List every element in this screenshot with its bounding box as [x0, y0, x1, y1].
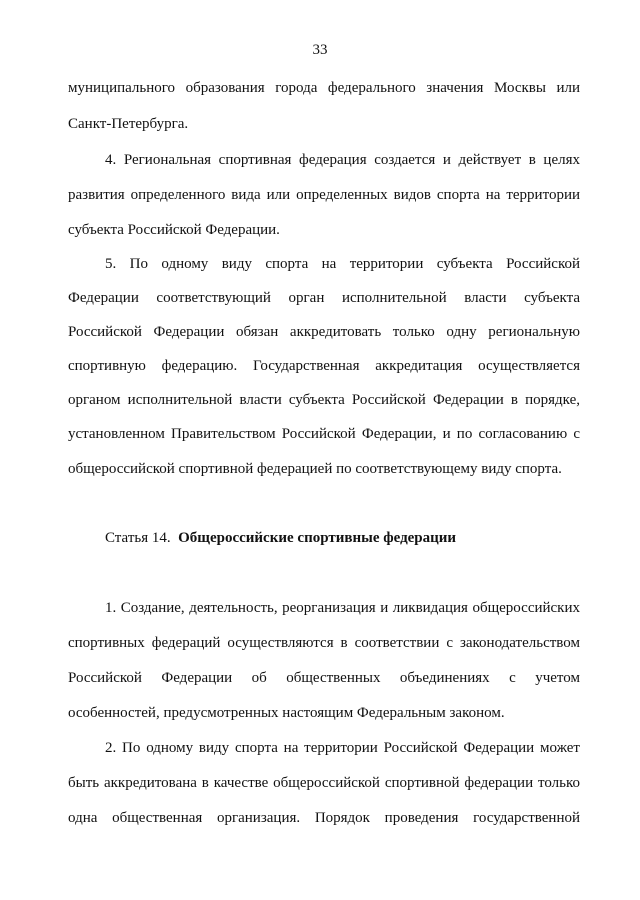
article-label: Статья 14.	[105, 530, 171, 546]
text-line: развития определенного вида или определенных видов спорта на территории	[68, 187, 580, 203]
text-line: Российской Федерации об общественных объединениях с учетом	[68, 670, 580, 686]
text-line: общероссийской спортивной федерацией по соответствующему виду спорта.	[68, 461, 562, 477]
text-line: муниципального образования города федерального значения Москвы или	[68, 80, 580, 96]
text-line: быть аккредитована в качестве общероссийской спортивной федерации только	[68, 775, 580, 791]
text-line: субъекта Российской Федерации.	[68, 222, 280, 238]
text-line: одна общественная организация. Порядок проведения государственной	[68, 810, 580, 826]
text-line: Российской Федерации обязан аккредитовать только одну региональную	[68, 324, 580, 340]
text-line: 5. По одному виду спорта на территории субъекта Российской	[105, 256, 580, 272]
text-line: Санкт-Петербурга.	[68, 116, 189, 132]
article-title: Общероссийские спортивные федерации	[178, 530, 457, 546]
text-line: 2. По одному виду спорта на территории Российской Федерации может	[105, 740, 580, 756]
page-number: 33	[312, 42, 328, 58]
text-line: особенностей, предусмотренных настоящим Федеральным законом.	[68, 705, 505, 721]
text-line: органом исполнительной власти субъекта Российской Федерации в порядке,	[68, 392, 580, 408]
text-line: установленном Правительством Российской Федерации, и по согласованию с	[68, 426, 580, 442]
text-line: Федерации соответствующий орган исполнительной власти субъекта	[68, 290, 580, 306]
text-line: спортивных федераций осуществляются в соответствии с законодательством	[68, 635, 580, 651]
text-line: 1. Создание, деятельность, реорганизация и ликвидация общероссийских	[105, 600, 580, 616]
article-heading	[105, 528, 580, 548]
text-line: спортивную федерацию. Государственная аккредитация осуществляется	[68, 358, 580, 374]
text-line: 4. Региональная спортивная федерация создается и действует в целях	[105, 152, 580, 168]
